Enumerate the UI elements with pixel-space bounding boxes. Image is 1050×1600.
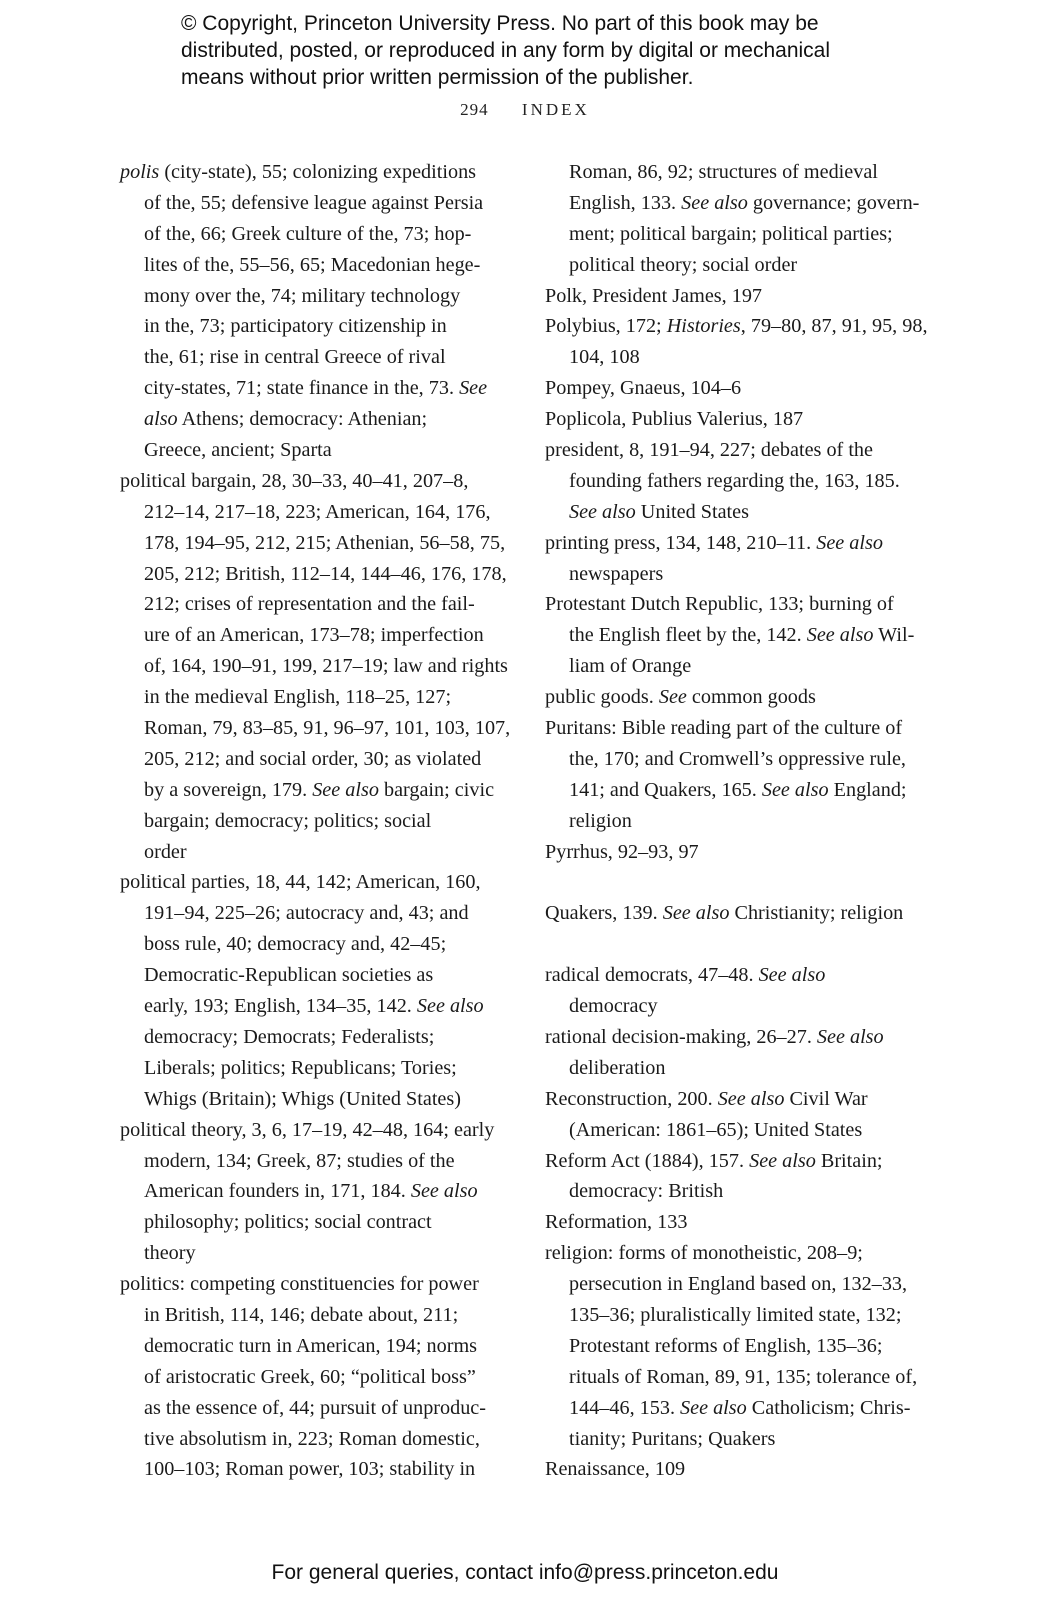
running-head	[0, 100, 1050, 120]
index-entry-continuation: 100–103; Roman power, 103; stability in	[144, 1458, 476, 1481]
index-entry-continuation: 178, 194–95, 212, 215; Athenian, 56–58, 75,	[144, 531, 506, 554]
index-entry-continuation: of, 164, 190–91, 199, 217–19; law and rights	[144, 655, 508, 678]
index-entry-continuation: the, 61; rise in central Greece of rival	[144, 346, 446, 369]
index-entry-continuation: tive absolutism in, 223; Roman domestic,	[144, 1427, 480, 1450]
index-entry-continuation: of aristocratic Greek, 60; “political boss”	[144, 1365, 476, 1388]
index-entry-continuation: 212–14, 217–18, 223; American, 164, 176,	[144, 500, 491, 523]
index-entry-continuation: democratic turn in American, 194; norms	[144, 1334, 478, 1357]
index-entry-continuation: religion	[569, 809, 632, 832]
index-entry: president, 8, 191–94, 227; debates of the	[545, 439, 873, 462]
index-entry-continuation: democracy	[569, 995, 658, 1018]
index-entry-continuation: democracy: British	[569, 1180, 724, 1203]
index-entry-continuation: in the, 73; participatory citizenship in	[144, 315, 447, 338]
index-entry-continuation: bargain; democracy; politics; social	[144, 809, 432, 832]
index-entry-continuation: as the essence of, 44; pursuit of unproduc-	[144, 1396, 486, 1419]
index-entry-continuation: rituals of Roman, 89, 91, 135; tolerance of,	[569, 1365, 918, 1388]
index-entry: radical democrats, 47–48. See also	[545, 964, 826, 987]
index-entry: politics: competing constituencies for power	[120, 1273, 479, 1296]
index-entry-continuation: 205, 212; British, 112–14, 144–46, 176, 178,	[144, 562, 507, 585]
index-entry-continuation: theory	[144, 1242, 196, 1265]
index-entry: political theory, 3, 6, 17–19, 42–48, 164; early	[120, 1118, 495, 1141]
index-entry-continuation: ment; political bargain; political parties;	[569, 222, 893, 245]
index-entry-continuation: also Athens; democracy: Athenian;	[144, 408, 428, 431]
index-entry-continuation: persecution in England based on, 132–33,	[569, 1273, 908, 1296]
index-entry-continuation: tianity; Puritans; Quakers	[569, 1427, 776, 1450]
index-entry-continuation: Greece, ancient; Sparta	[144, 439, 332, 462]
index-entry-continuation: lites of the, 55–56, 65; Macedonian hege-	[144, 253, 481, 276]
index-entry-continuation: Democratic-Republican societies as	[144, 964, 434, 987]
index-entry-continuation: in British, 114, 146; debate about, 211;	[144, 1303, 459, 1326]
index-entry: Quakers, 139. See also Christianity; religion	[545, 902, 904, 925]
index-entry: printing press, 134, 148, 210–11. See also	[545, 531, 883, 554]
index-entry: Renaissance, 109	[545, 1458, 686, 1481]
index-entry: political bargain, 28, 30–33, 40–41, 207–8,	[120, 469, 469, 492]
index-entry-continuation: early, 193; English, 134–35, 142. See also	[144, 995, 484, 1018]
copyright-notice	[181, 10, 941, 91]
index-entry-continuation: boss rule, 40; democracy and, 42–45;	[144, 933, 447, 956]
index-entry-continuation: 104, 108	[569, 346, 640, 369]
index-entry: public goods. See common goods	[545, 686, 816, 709]
index-entry-continuation: 144–46, 153. See also Catholicism; Chris-	[569, 1396, 911, 1419]
index-entry: Reform Act (1884), 157. See also Britain;	[545, 1149, 883, 1172]
index-entry-continuation: deliberation	[569, 1056, 666, 1079]
index-entry: rational decision-making, 26–27. See also	[545, 1025, 884, 1048]
copyright-line: distributed, posted, or reproduced in any form by digital or mechanical	[181, 39, 831, 62]
index-entry-continuation: American founders in, 171, 184. See also	[144, 1180, 478, 1203]
index-column-right	[545, 157, 935, 1485]
index-entry-continuation: the, 170; and Cromwell’s oppressive rule,	[569, 747, 906, 770]
index-entry-continuation: Protestant reforms of English, 135–36;	[569, 1334, 883, 1357]
index-spacer	[545, 929, 935, 960]
index-entry: political parties, 18, 44, 142; American, 160,	[120, 871, 481, 894]
index-entry: Poplicola, Publius Valerius, 187	[545, 408, 804, 431]
index-entry-continuation: of the, 66; Greek culture of the, 73; hop-	[144, 222, 472, 245]
index-entry-continuation: 141; and Quakers, 165. See also England;	[569, 778, 907, 801]
index-entry: polis (city-state), 55; colonizing expeditions	[120, 161, 477, 183]
page-number: 294	[460, 100, 489, 119]
index-entry: religion: forms of monotheistic, 208–9;	[545, 1242, 863, 1265]
index-entry-continuation: 212; crises of representation and the fail-	[144, 593, 475, 616]
index-entry-continuation: Whigs (Britain); Whigs (United States)	[144, 1087, 461, 1110]
index-entry-continuation: by a sovereign, 179. See also bargain; civic	[144, 778, 495, 801]
index-entry: Polybius, 172; Histories, 79–80, 87, 91, 95, 98,	[545, 315, 928, 338]
index-entry-continuation: English, 133. See also governance; govern-	[569, 191, 920, 214]
index-entry-continuation: Roman, 86, 92; structures of medieval	[569, 161, 878, 183]
index-entry: Reformation, 133	[545, 1211, 688, 1234]
index-entry: Puritans: Bible reading part of the culture of	[545, 717, 903, 740]
copyright-line: means without prior written permission of the publisher.	[181, 66, 694, 89]
index-entry: Reconstruction, 200. See also Civil War	[545, 1087, 868, 1110]
index-entry-continuation: 191–94, 225–26; autocracy and, 43; and	[144, 902, 469, 925]
index-column-left	[120, 157, 511, 1485]
index-entry-continuation: political theory; social order	[569, 253, 798, 276]
index-entry-continuation: newspapers	[569, 562, 664, 585]
index-entry-continuation: founding fathers regarding the, 163, 185.	[569, 469, 900, 492]
index-entry: Pyrrhus, 92–93, 97	[545, 840, 699, 863]
index-entry-continuation: ure of an American, 173–78; imperfection	[144, 624, 484, 647]
index-entry-continuation: (American: 1861–65); United States	[569, 1118, 863, 1141]
index-spacer	[545, 867, 935, 898]
index-entry-continuation: the English fleet by the, 142. See also Wil-	[569, 624, 915, 647]
index-entry-continuation: in the medieval English, 118–25, 127;	[144, 686, 452, 709]
index-entry: Polk, President James, 197	[545, 284, 763, 307]
section-title: INDEX	[521, 100, 590, 119]
index-entry-continuation: modern, 134; Greek, 87; studies of the	[144, 1149, 455, 1172]
index-entry-continuation: of the, 55; defensive league against Persia	[144, 191, 484, 214]
index-entry-continuation: order	[144, 840, 187, 863]
index-entry-continuation: city-states, 71; state finance in the, 73. See	[144, 377, 488, 400]
index-entry: Pompey, Gnaeus, 104–6	[545, 377, 742, 400]
index-entry-continuation: mony over the, 74; military technology	[144, 284, 461, 307]
index-entry-continuation: Liberals; politics; Republicans; Tories;	[144, 1056, 457, 1079]
index-entry-continuation: Roman, 79, 83–85, 91, 96–97, 101, 103, 107,	[144, 717, 511, 740]
index-entry-continuation: democracy; Democrats; Federalists;	[144, 1025, 435, 1048]
index-entry-continuation: 205, 212; and social order, 30; as violated	[144, 747, 482, 770]
copyright-line: © Copyright, Princeton University Press. No part of this book may be	[181, 12, 819, 35]
index-entry-continuation: See also United States	[569, 500, 749, 523]
index-entry-continuation: liam of Orange	[569, 655, 692, 678]
index-entry-continuation: 135–36; pluralistically limited state, 132;	[569, 1303, 902, 1326]
index-entry-continuation: philosophy; politics; social contract	[144, 1211, 432, 1234]
footer-contact: For general queries, contact info@press.princeton.edu	[271, 1561, 779, 1584]
index-entry: Protestant Dutch Republic, 133; burning of	[545, 593, 894, 616]
